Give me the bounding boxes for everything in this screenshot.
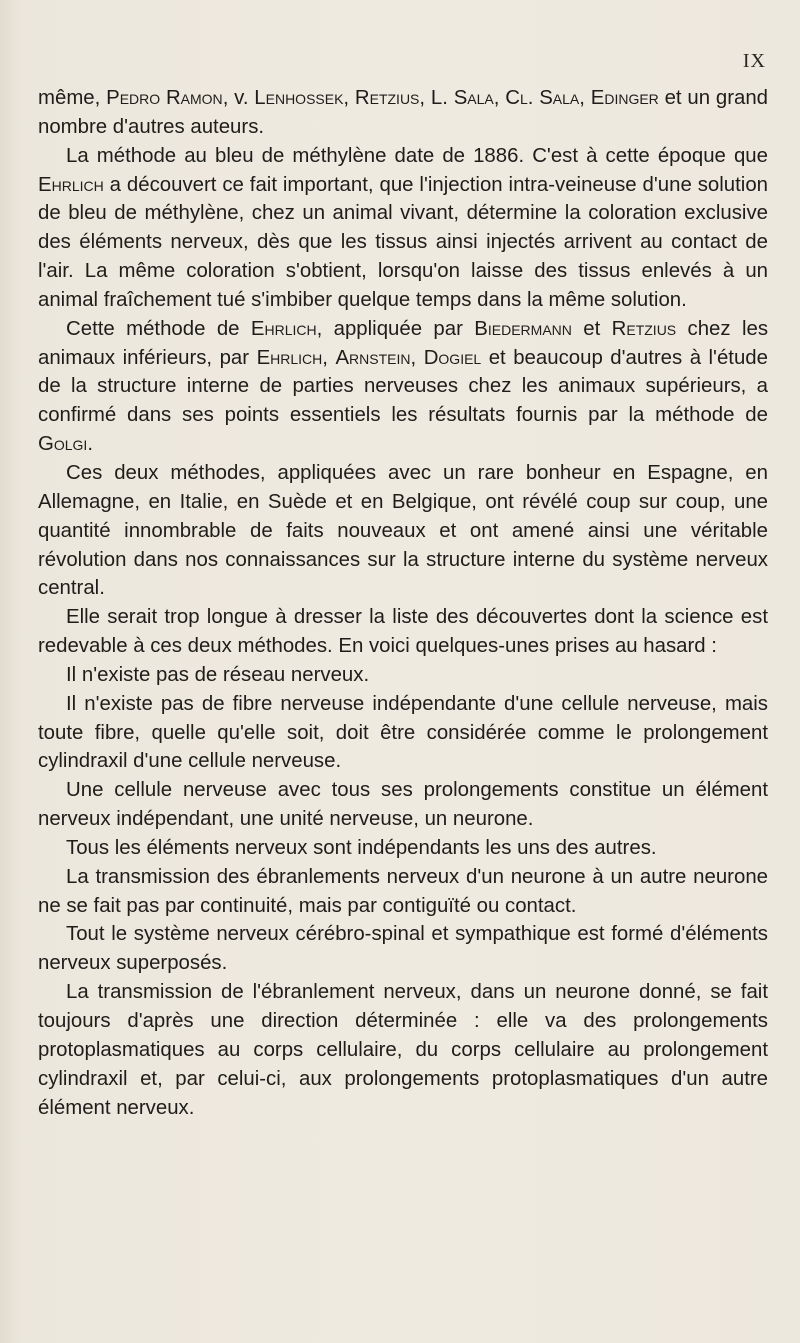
paragraph-7: Il n'existe pas de fibre nerveuse indépendante d'une cellule nerveuse, mais toute fibre, quelle qu'elle soit, doit être considérée comme le prolongement cylindraxil d'une cellule nerveuse. [38, 692, 768, 773]
paragraph-3: Cette méthode de Ehrlich, appliquée par Biedermann et Retzius chez les animaux inférieurs, par Ehrlich, Arnstein, Dogiel et beaucoup d'autres à l'étude de la structure interne de parties nerveuses chez les animaux supérieurs, a confirmé dans ses points essentiels les résultats fournis par la méthode de Golgi. [38, 317, 769, 456]
body-text [38, 84, 768, 1122]
paragraph-11: Tout le système nerveux cérébro-spinal et sympathique est formé d'éléments nerveux superposés. [38, 923, 768, 975]
paragraph-5: Elle serait trop longue à dresser la liste des découvertes dont la science est redevable à ces deux méthodes. En voici quelques-unes prises au hasard : [38, 606, 768, 658]
paragraph-2: La méthode au bleu de méthylène date de 1886. C'est à cette époque que Ehrlich a découvert ce fait important, que l'injection intra-veineuse d'une solution de bleu de méthylène, chez un animal vivant, détermine la coloration exclusive des éléments nerveux, dès que les tissus ainsi injectés arrivent au contact de l'air. La même coloration s'obtient, lorsqu'on laisse des tissus enlevés à un animal fraîchement tué s'imbiber quelque temps dans la même solution. [38, 144, 768, 311]
paragraph-8: Une cellule nerveuse avec tous ses prolongements constitue un élément nerveux indépendant, une unité nerveuse, un neurone. [38, 779, 768, 831]
paragraph-12: La transmission de l'ébranlement nerveux, dans un neurone donné, se fait toujours d'après une direction déterminée : elle va des prolongements protoplasmatiques au corps cellulaire, du corps cellulaire au prolongement cylindraxil et, par celui-ci, aux prolongements protoplasmatiques d'un autre élément nerveux. [38, 981, 768, 1119]
paragraph-1: même, Pedro Ramon, v. Lenhossek, Retzius, L. Sala, Cl. Sala, Edinger et un grand nombre d'autres auteurs. [38, 87, 769, 138]
paragraph-10: La transmission des ébranlements nerveux d'un neurone à un autre neurone ne se fait pas par continuité, mais par contiguïté ou contact. [38, 865, 768, 917]
paragraph-9: Tous les éléments nerveux sont indépendants les uns des autres. [66, 836, 657, 859]
paragraph-4: Ces deux méthodes, appliquées avec un rare bonheur en Espagne, en Allemagne, en Italie, en Suède et en Belgique, ont révélé coup sur coup, une quantité innombrable de faits nouveaux et ont amené ainsi une véritable révolution dans nos connaissances sur la structure interne du système nerveux central. [38, 461, 768, 600]
page-number: IX [742, 50, 766, 72]
paragraph-6: Il n'existe pas de réseau nerveux. [66, 663, 370, 686]
